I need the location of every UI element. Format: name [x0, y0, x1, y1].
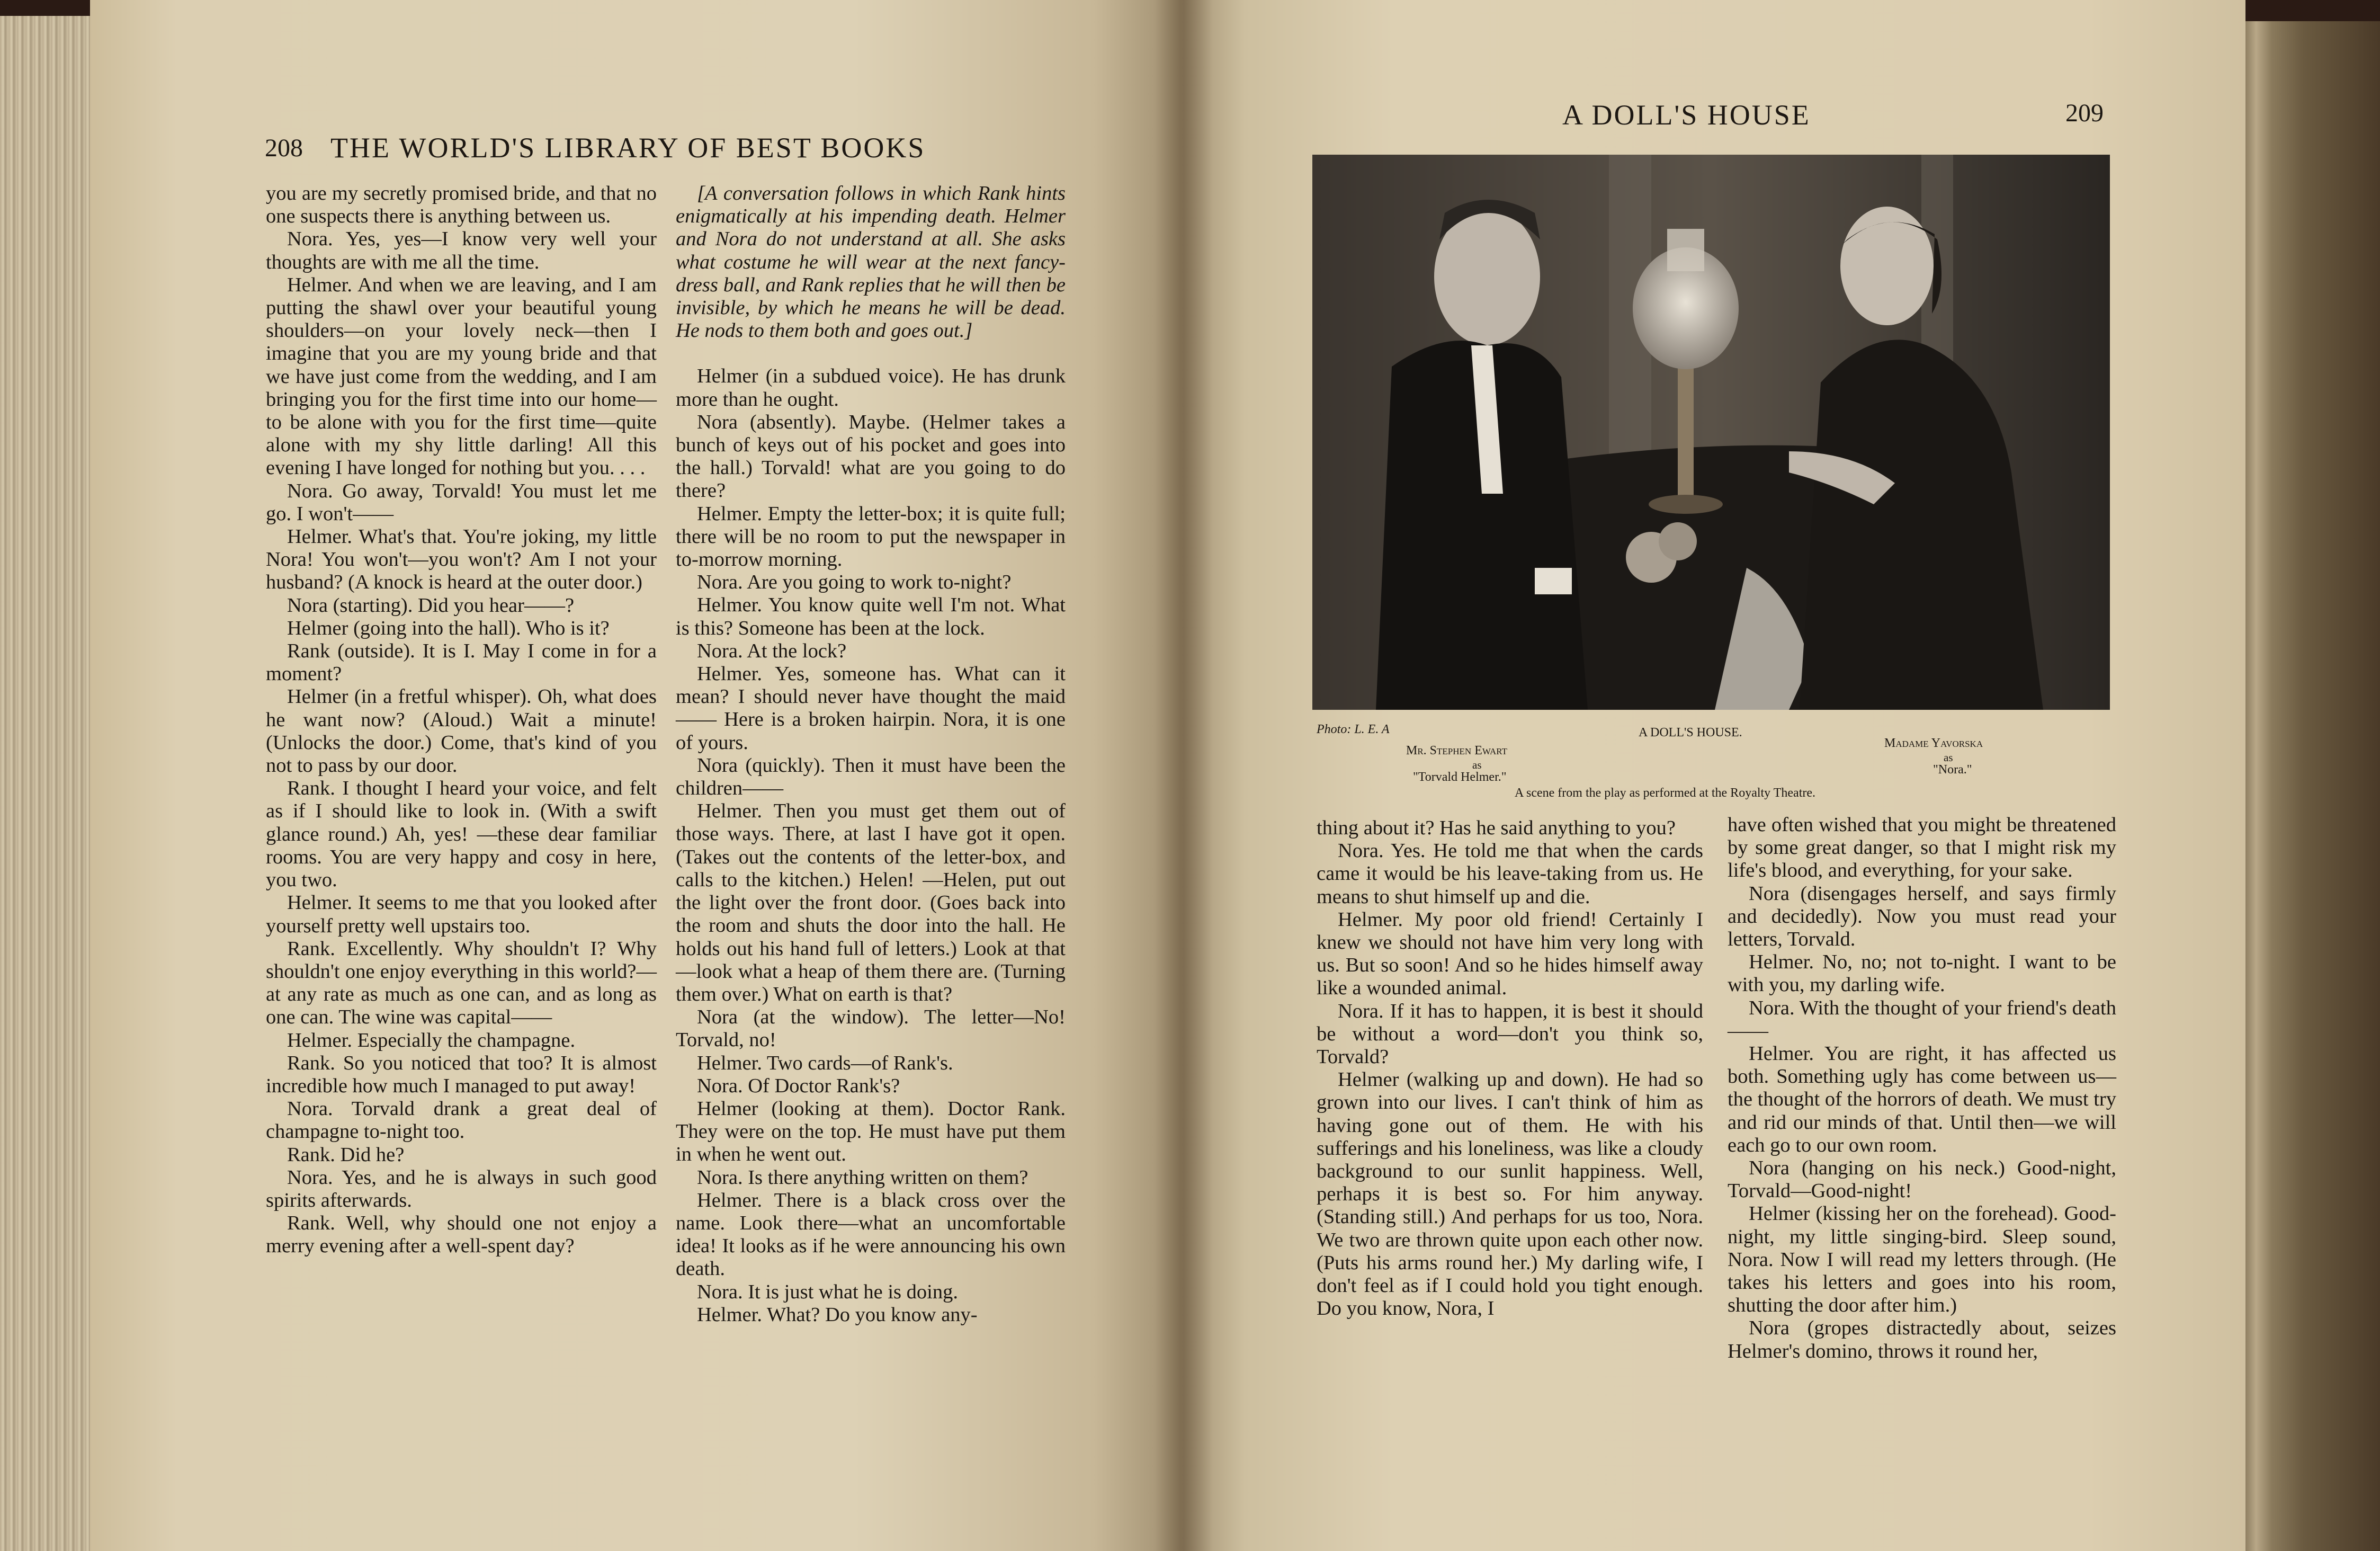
paragraph: Rank (outside). It is I. May I come in for a moment? — [266, 640, 657, 685]
paragraph: Helmer. It seems to me that you looked after yourself pretty well upstairs too. — [266, 892, 657, 937]
actor-left-name: Mr. Stephen Ewart — [1406, 744, 1507, 757]
paragraph: Helmer. Two cards—of Rank's. — [697, 1051, 953, 1074]
paragraph: Helmer (in a subdued voice). He has drunk more than he ought. — [676, 365, 1066, 411]
right-column-1 — [1317, 817, 1703, 1320]
left-running-head: THE WORLD'S LIBRARY OF BEST BOOKS — [330, 132, 926, 164]
photo-title: A DOLL'S HOUSE. — [1639, 726, 1742, 739]
paragraph: Nora. Yes. He told me that when the cards came it would be his leave-taking from us. He means to shut himself up and die. — [1317, 840, 1703, 908]
book-gutter — [1155, 0, 1213, 1551]
paragraph: Helmer. What? Do you know any- — [697, 1303, 978, 1326]
paragraph: Helmer. No, no; not to-night. I want to be with you, my darling wife. — [1728, 951, 2116, 996]
paragraph: Helmer. You are right, it has affected us both. Something ugly has come between us—the thought of the horrors of death. We must try and rid our minds of that. Until then—we will each go to our own room. — [1728, 1042, 2116, 1156]
paragraph: Nora. Go away, Torvald! You must let me go. I won't—— — [266, 479, 657, 525]
paragraph: Nora (disengages herself, and says firmly and decidedly). Now you must read your letters, Torvald. — [1728, 882, 2116, 951]
paragraph: Nora. Yes, and he is always in such good spirits afterwards. — [266, 1166, 657, 1211]
paragraph: Rank. Did he? — [287, 1143, 405, 1166]
paragraph: Nora. Torvald drank a great deal of champagne to-night too. — [266, 1098, 657, 1143]
paragraph: Helmer. Empty the letter-box; it is quite full; there will be no room to put the newspaper in to-morrow morning. — [676, 502, 1066, 571]
paragraph: Rank. I thought I heard your voice, and felt as if I should like to look in. (With a swift glance round.) Ah, yes! —these dear familiar rooms. You are very happy and cosy in here, you two. — [266, 777, 657, 892]
stage-direction: [A conversation follows in which Rank hints enigmatically at his impending death. Helmer and Nora do not understand at all. She asks what costume he will wear at the next fancy-dress ball, and Rank replies that he will then be invisible, by which he means he will be dead. He nods to them both and goes out.] — [676, 182, 1066, 342]
left-column-2 — [676, 182, 1066, 1326]
actor-right-as: as — [1944, 751, 1953, 764]
photo-credit: Photo: L. E. A — [1317, 723, 1390, 736]
paragraph: Nora. At the lock? — [697, 639, 847, 662]
paragraph: Helmer. You know quite well I'm not. What is this? Someone has been at the lock. — [676, 594, 1066, 639]
actor-right-name: Madame Yavorska — [1884, 736, 1983, 750]
paragraph: Helmer (looking at them). Doctor Rank. They were on the top. He must have put them in when he went out. — [676, 1097, 1066, 1166]
paragraph: Nora (absently). Maybe. (Helmer takes a bunch of keys out of his pocket and goes into the hall.) Torvald! what are you going to do there? — [676, 411, 1066, 502]
actor-right-role: "Nora." — [1933, 763, 1972, 777]
paragraph: Nora. Of Doctor Rank's? — [697, 1074, 900, 1097]
paragraph: Nora. Yes, yes—I know very well your thoughts are with me all the time. — [266, 228, 657, 273]
paragraph: Nora (hanging on his neck.) Good-night, Torvald—Good-night! — [1728, 1157, 2116, 1202]
paragraph: Helmer. There is a black cross over the name. Look there—what an uncomfortable idea! It looks as if he were announcing his own death. — [676, 1189, 1066, 1280]
paragraph: Nora (gropes distractedly about, seizes Helmer's domino, throws it round her, — [1728, 1317, 2116, 1362]
paragraph: Nora. If it has to happen, it is best it should be without a word—don't you think so, Torvald? — [1317, 1000, 1703, 1068]
left-column-1 — [266, 182, 657, 1258]
paragraph: Nora (at the window). The letter—No! Torvald, no! — [676, 1006, 1066, 1051]
paragraph: thing about it? Has he said anything to you? — [1317, 817, 1676, 839]
paragraph: Helmer. Yes, someone has. What can it mean? I should never have thought the maid—— Here is a broken hairpin. Nora, it is one of yours. — [676, 663, 1066, 754]
paragraph: you are my secretly promised bride, and that no one suspects there is anything between us. — [266, 182, 657, 228]
actor-left-as: as — [1472, 759, 1482, 771]
stage-photograph — [1312, 155, 2110, 710]
paragraph: Nora. Are you going to work to-night? — [697, 571, 1012, 594]
paragraph: Helmer. My poor old friend! Certainly I knew we should not have him very long with us. But so soon! And so he hides himself away like a wounded animal. — [1317, 908, 1703, 1000]
paragraph: have often wished that you might be threatened by some great danger, so that I might risk my life's blood, and everything, for your sake. — [1728, 814, 2116, 882]
paragraph: Nora (starting). Did you hear——? — [287, 594, 575, 617]
paragraph: Rank. Excellently. Why shouldn't I? Why shouldn't one enjoy everything in this world?—at any rate as much as one can, and as long as one can. The wine was capital—— — [266, 937, 657, 1029]
paragraph: Helmer (walking up and down). He had so grown into our lives. I can't think of him as having gone out of them. He with his sufferings and his loneliness, was like a cloudy background to our sunlit happiness. Well, perhaps it is best so. For him anyway. (Standing still.) And perhaps for us too, Nora. We two are thrown quite upon each other now. (Puts his arms round her.) My darling wife, I don't feel as if I could hold you tight enough. Do you know, Nora, I — [1317, 1068, 1703, 1320]
paragraph: Helmer (kissing her on the forehead). Good-night, my little singing-bird. Sleep sound, Nora. Now I will read my letters through. (He takes his letters and goes into his room, shutting the door after him.) — [1728, 1202, 2116, 1317]
paragraph: Helmer (in a fretful whisper). Oh, what does he want now? (Aloud.) Wait a minute! (Unlocks the door.) Come, that's kind of you not to pass by our door. — [266, 685, 657, 777]
paragraph: Nora (quickly). Then it must have been the children—— — [676, 754, 1066, 800]
paragraph: Helmer. Then you must get them out of those ways. There, at last I have got it open. (Takes out the contents of the letter-box, and calls to the kitchen.) Helen! —Helen, put out the light over the front door. (Goes back into the room and shuts the door into the hall. He holds out his hand full of letters.) Look at that—look what a heap of them there are. (Turning them over.) What on earth is that? — [676, 800, 1066, 1005]
paragraph: Helmer (going into the hall). Who is it? — [287, 617, 610, 639]
right-page-number: 209 — [2065, 99, 2104, 127]
paragraph: Helmer. And when we are leaving, and I am putting the shawl over your beautiful young shoulders—on your lovely neck—then I imagine that you are my young bride and that we have just come from the wedding, and I am bringing you for the first time into our home—to be alone with you for the first time—quite alone with my shy little darling! All this evening I have longed for nothing but you. . . . — [266, 273, 657, 479]
paragraph: Nora. It is just what he is doing. — [697, 1280, 958, 1303]
paragraph: Nora. With the thought of your friend's death—— — [1728, 996, 2116, 1042]
paragraph: Rank. Well, why should one not enjoy a merry evening after a well-spent day? — [266, 1212, 657, 1258]
paragraph: Nora. Is there anything written on them? — [697, 1166, 1028, 1189]
paragraph: Rank. So you noticed that too? It is almost incredible how much I managed to put away! — [266, 1051, 657, 1097]
paragraph: Helmer. What's that. You're joking, my little Nora! You won't—you won't? Am I not your husband? (A knock is heard at the outer door.) — [266, 525, 657, 594]
left-page-number: 208 — [265, 134, 303, 162]
right-column-2 — [1728, 814, 2116, 1363]
right-running-head: A DOLL'S HOUSE — [1562, 99, 1811, 131]
paragraph: Helmer. Especially the champagne. — [287, 1029, 576, 1051]
photo-note: A scene from the play as performed at the Royalty Theatre. — [1515, 786, 1816, 800]
photo-scene — [1312, 155, 2110, 710]
page-edges-right — [2240, 21, 2380, 1551]
actor-left-role: "Torvald Helmer." — [1413, 770, 1507, 784]
